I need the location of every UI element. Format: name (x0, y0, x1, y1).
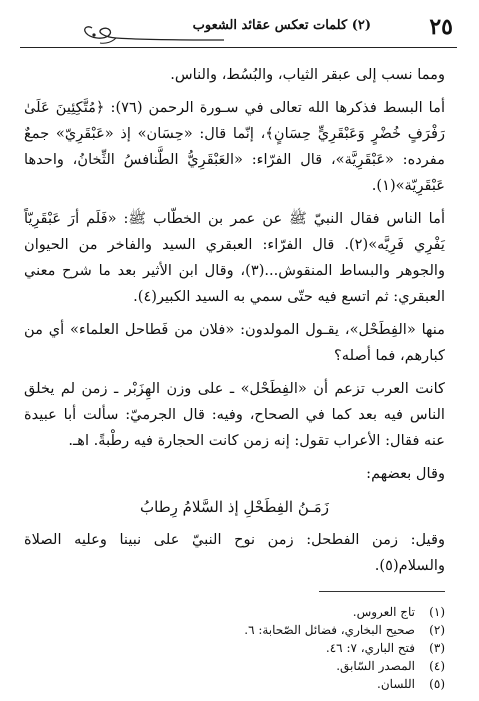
page-number: ٢٥ (429, 14, 453, 40)
footnote-text: اللسان. (377, 677, 415, 691)
footnote-number: (٣) (429, 641, 445, 655)
footnote-text: صحيح البخاري، فضائل الصّحابة: ٦. (244, 623, 415, 637)
footnote-number: (٤) (429, 659, 445, 673)
footnote-text: تاج العروس. (352, 605, 415, 619)
footnote-number: (١) (429, 605, 445, 619)
ornament-flourish-icon (76, 24, 226, 48)
footnote-number: (٢) (429, 623, 445, 637)
paragraph: وقيل: زمن الفطحل: زمن نوح النبيّ على نبينا وعليه الصلاة والسلام(٥). (24, 531, 445, 574)
paragraph: أما البسط فذكرها الله تعالى في سـورة الرحمن (٧٦): ﴿مُتَّكِئِينَ عَلَىٰ رَفْرَفٍ خُضْرٍ وَعَبْقَرِيٍّ حِسَانٍ﴾، إنّما قال: «حِسَان» إذ «عَبْقَرِيّ» جمعٌ مفرده: «عَبْقَرِيَّة»، قال الفرّاء: «العَبْقَرِيُّ الطَّنافسُ الثِّخانُ، واحدها عَبْقَرِيّة»(١). (24, 99, 445, 194)
paragraph: كانت العرب تزعم أن «الفِطَحْل» ـ على وزن الهِزَبْر ـ زمن لم يخلق الناس فيه بعد كما في الصحاح، وفيه: قال الجرميّ: سألت أبا عبيدة عنه فقال: الأعراب تقول: إنه زمن كانت الحجارة فيه رطْبةً. اهـ. (24, 380, 445, 449)
header-rule (20, 47, 457, 48)
footnote-number: (٥) (429, 677, 445, 691)
footnote (24, 657, 445, 675)
footnote-text: المصدر السّابق. (336, 659, 415, 673)
running-title: (٢) كلمات تعكس عقائد الشعوب (192, 18, 371, 33)
paragraph: ومما نسب إلى عبقر الثياب، والبُسُط، والناس. (170, 66, 445, 83)
footnote (24, 621, 445, 639)
footnotes (24, 603, 445, 693)
footnote-text: فتح الباري، ٧: ٤٦. (325, 641, 415, 655)
footnote-rule (319, 591, 445, 592)
verse-line: زَمَـنُ الفِطَحْلِ إذ السَّلامُ رِطابُ (140, 498, 329, 516)
main-text (24, 62, 445, 586)
page-header (22, 14, 453, 48)
paragraph: أما الناس فقال النبيّ ﷺ عن عمر بن الخطّاب ﷺ: «فَلَم أرَ عَبْقَرِيّاً يَفْرِي فَرِيَّه»(٢). قال الفرّاء: العبقري السيد والفاخر من الحيوان والجوهر والبساط المنقوش...(٣)، وقال ابن الأثير بعد ما شرح معني العبقري: ثم اتسع فيه حتّى سمي به السيد الكبير(٤). (24, 210, 445, 305)
paragraph: منها «الفِطَحْل»، يقـول المولدون: «فلان من فَطاحل العلماء» أي من كبارهم، فما أصله؟ (24, 321, 445, 364)
footnote (24, 639, 445, 657)
footnote (24, 603, 445, 621)
footnote (24, 675, 445, 693)
paragraph: وقال بعضهم: (366, 465, 445, 482)
